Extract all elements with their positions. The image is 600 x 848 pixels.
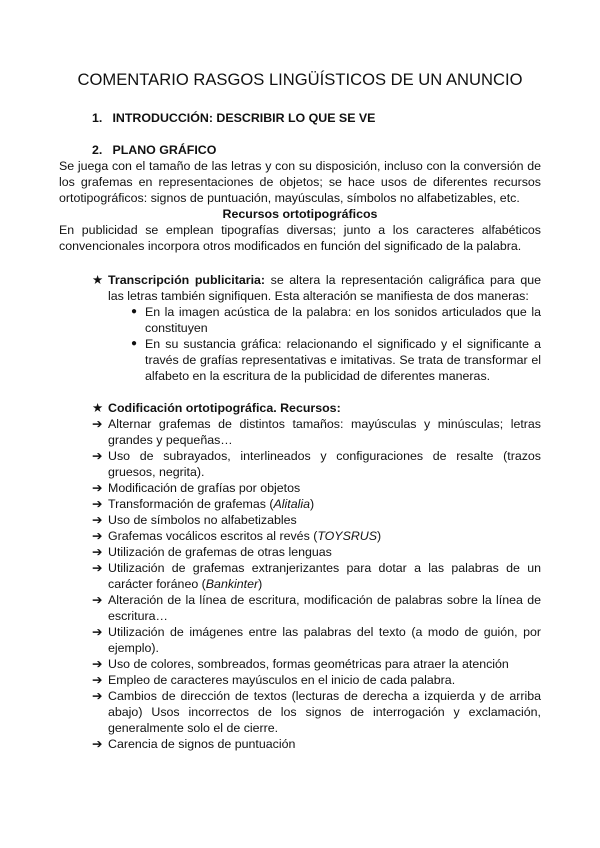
arrow-icon: ➔	[92, 545, 103, 559]
item-text: Utilización de grafemas de otras lenguas	[108, 545, 332, 559]
star-icon: ★	[92, 273, 104, 287]
intro-paragraph: Se juega con el tamaño de las letras y con su disposición, incluso con la conversión de los grafemas en representaciones de objetos; se hace usos de diferentes recursos ortotipográficos: signos de puntuación, mayúsculas, símbolos no alfabetizables, etc.	[59, 159, 541, 205]
arrow-icon: ➔	[92, 657, 103, 671]
section-label: PLANO GRÁFICO	[112, 143, 217, 157]
item-text: Utilización de imágenes entre las palabras del texto (a modo de guión, por ejemplo).	[108, 625, 541, 655]
arrow-list-item	[59, 736, 541, 752]
arrow-icon: ➔	[92, 689, 103, 703]
arrow-list-item	[59, 544, 541, 560]
arrow-icon: ➔	[92, 673, 103, 687]
arrow-icon: ➔	[92, 513, 103, 527]
bullet-icon: ●	[131, 338, 138, 349]
arrow-list-item	[59, 496, 541, 512]
section-label: INTRODUCCIÓN: DESCRIBIR LO QUE SE VE	[112, 111, 376, 125]
section-heading-introduccion	[92, 110, 541, 126]
item-text: Uso de colores, sombreados, formas geométricas para atraer la atención	[108, 657, 509, 671]
arrow-icon: ➔	[92, 561, 103, 575]
section-number: 1.	[92, 111, 103, 125]
item-text: Grafemas vocálicos escritos al revés (	[108, 529, 318, 543]
item-text: Carencia de signos de puntuación	[108, 737, 296, 751]
section-heading-plano-grafico	[92, 142, 541, 158]
arrow-icon: ➔	[92, 449, 103, 463]
item-text: Uso de símbolos no alfabetizables	[108, 513, 297, 527]
arrow-icon: ➔	[92, 529, 103, 543]
section-number: 2.	[92, 143, 103, 157]
arrow-icon: ➔	[92, 497, 103, 511]
sub-bullet-text: En su sustancia gráfica: relacionando el significado y el significante a través de grafías representativas e imitativas. Se trata de transformar el alfabeto en la escritura de la publicidad de diferentes maneras.	[145, 337, 541, 383]
document-title: COMENTARIO RASGOS LINGÜÍSTICOS DE UN ANUNCIO	[77, 70, 523, 89]
item-text: Alternar grafemas de distintos tamaños: mayúsculas y minúsculas; letras grandes y pequeñas…	[108, 417, 541, 447]
item-text: Modificación de grafías por objetos	[108, 481, 301, 495]
arrow-list-item	[59, 416, 541, 448]
arrow-icon: ➔	[92, 737, 103, 751]
arrow-icon: ➔	[92, 593, 103, 607]
arrow-list-item	[59, 592, 541, 624]
bullet-icon: ●	[131, 306, 138, 317]
star-item-bold: Codificación ortotipográfica. Recursos:	[108, 401, 341, 415]
item-text-end: )	[258, 577, 263, 591]
arrow-list-item	[59, 448, 541, 480]
item-text: Utilización de grafemas extranjerizantes para dotar a las palabras de un carácter foráneo (	[108, 561, 541, 591]
arrow-list-item	[59, 528, 541, 544]
item-example: Bankinter	[205, 577, 259, 591]
arrow-list-item	[59, 480, 541, 496]
arrow-list-item	[59, 560, 541, 592]
arrow-list-item	[59, 688, 541, 736]
item-example: TOYSRUS	[317, 529, 378, 543]
arrow-list-item	[59, 624, 541, 656]
sub-bullet	[59, 336, 541, 384]
item-text: Alteración de la línea de escritura, modificación de palabras sobre la línea de escritura…	[108, 593, 541, 623]
item-text-end: )	[310, 497, 315, 511]
subheading: Recursos ortotipográficos	[222, 207, 378, 221]
item-example: Alitalia	[273, 497, 311, 511]
item-text: Empleo de caracteres mayúsculos en el inicio de cada palabra.	[108, 673, 456, 687]
item-text: Uso de subrayados, interlineados y configuraciones de resalte (trazos gruesos, negrita).	[108, 449, 541, 479]
arrow-list-item	[59, 672, 541, 688]
arrow-list-item	[59, 512, 541, 528]
star-item	[59, 400, 541, 416]
arrow-list-item	[59, 656, 541, 672]
star-item-text: se altera la representación caligráfica para que las letras también signifiquen. Esta alteración se manifiesta de dos maneras:	[108, 273, 542, 303]
item-text: Cambios de dirección de textos (lecturas de derecha a izquierda y de arriba abajo) Usos incorrectos de los signos de interrogación y exclamación, generalmente solo el de cierre.	[108, 689, 541, 735]
star-item	[59, 272, 541, 304]
sub-bullet-text: En la imagen acústica de la palabra: en los sonidos articulados que la constituyen	[145, 305, 541, 335]
arrow-icon: ➔	[92, 625, 103, 639]
item-text-end: )	[377, 529, 382, 543]
arrow-icon: ➔	[92, 481, 103, 495]
arrow-icon: ➔	[92, 417, 103, 431]
sub-bullet	[59, 304, 541, 336]
star-icon: ★	[92, 401, 104, 415]
star-item-bold: Transcripción publicitaria:	[108, 273, 266, 287]
recursos-paragraph: En publicidad se emplean tipografías diversas; junto a los caracteres alfabéticos convencionales incorpora otros modificados en función del significado de la palabra.	[59, 223, 541, 253]
arrow-list	[59, 416, 541, 752]
item-text: Transformación de grafemas (	[108, 497, 274, 511]
